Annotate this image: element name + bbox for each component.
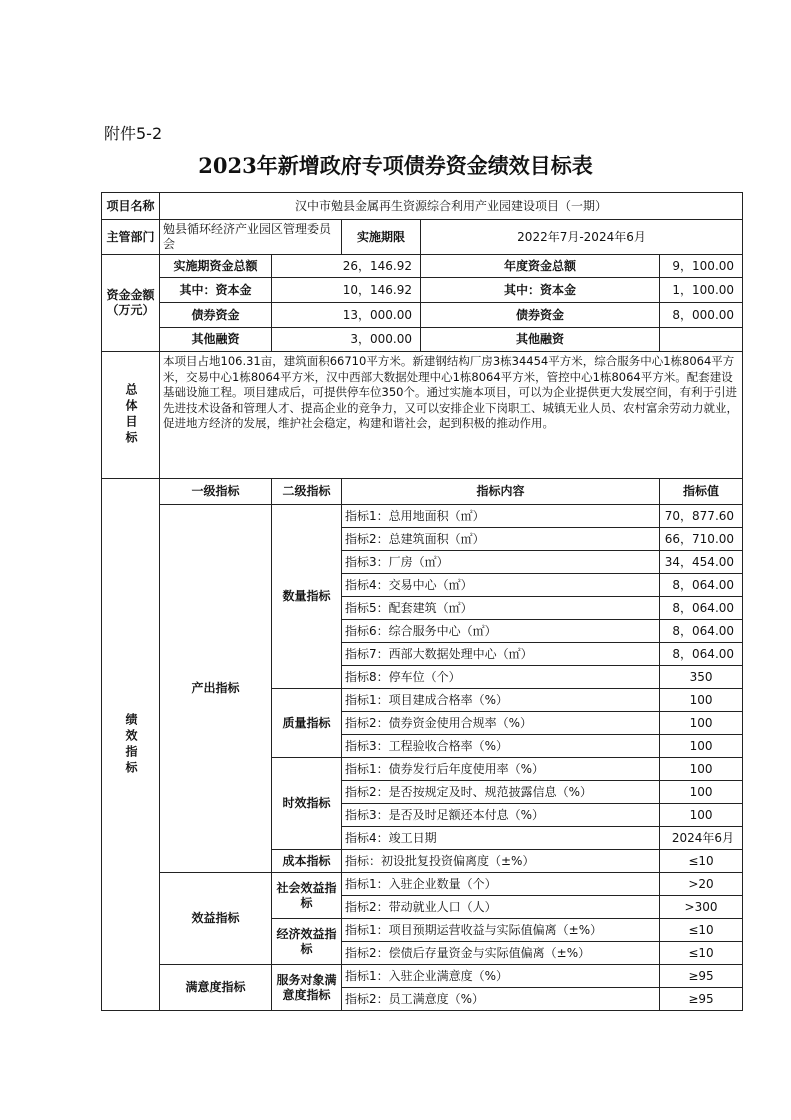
header-level1: 一级指标 xyxy=(160,479,272,505)
performance-target-table xyxy=(101,192,743,1011)
funds-left-value: 10，146.92 xyxy=(272,278,421,303)
social-benefit-label: 社会效益指标 xyxy=(272,873,342,919)
indicator-content: 指标2：带动就业人口（人） xyxy=(342,896,660,919)
dept-label: 主管部门 xyxy=(102,220,160,255)
goal-text: 本项目占地106.31亩，建筑面积66710平方米。新建钢结构厂房3栋34454平方米，综合服务中心1栋8064平方米，交易中心1栋8064平方米，汉中西部大数据处理中心1栋8064平方米，管控中心1栋8064平方米。配套建设基础设施工程。项目建成后，可提供停车位350个。通过实施本项目，可以为企业提供更大发展空间，有利于引进先进技术设备和管理人才、提高企业的竞争力，又可以安排企业下岗职工、城镇无业人员、农村富余劳动力就业，促进地方经济的发展，维护社会稳定，构建和谐社会，起到积极的推动作用。 xyxy=(160,352,743,479)
quantity-indicator-label: 数量指标 xyxy=(272,505,342,689)
indicator-content: 指标2：是否按规定及时、规范披露信息（%） xyxy=(342,781,660,804)
funds-label: 资金金额（万元） xyxy=(102,255,160,352)
funds-left-label: 实施期资金总额 xyxy=(160,255,272,278)
funds-right-label: 其他融资 xyxy=(421,328,660,352)
funds-right-label: 年度资金总额 xyxy=(421,255,660,278)
funds-right-value: 8，000.00 xyxy=(660,303,743,328)
indicator-value: 34，454.00 xyxy=(660,551,743,574)
indicator-content: 指标7：西部大数据处理中心（㎡） xyxy=(342,643,660,666)
funds-left-label: 其中：资本金 xyxy=(160,278,272,303)
indicator-value: ≤10 xyxy=(660,942,743,965)
indicator-value: 100 xyxy=(660,804,743,827)
funds-left-value: 3，000.00 xyxy=(272,328,421,352)
attachment-label: 附件5-2 xyxy=(104,124,163,143)
indicator-content: 指标1：债券发行后年度使用率（%） xyxy=(342,758,660,781)
indicator-value: 100 xyxy=(660,689,743,712)
indicator-value: 8，064.00 xyxy=(660,643,743,666)
indicator-value: >20 xyxy=(660,873,743,896)
indicator-value: ≥95 xyxy=(660,965,743,988)
benefit-indicator-label: 效益指标 xyxy=(160,873,272,965)
indicator-value: 8，064.00 xyxy=(660,597,743,620)
indicator-value: 66，710.00 xyxy=(660,528,743,551)
indicator-value: 100 xyxy=(660,735,743,758)
output-indicator-label: 产出指标 xyxy=(160,505,272,873)
indicator-content: 指标5：配套建筑（㎡） xyxy=(342,597,660,620)
indicator-content: 指标3：厂房（㎡） xyxy=(342,551,660,574)
funds-right-label: 其中：资本金 xyxy=(421,278,660,303)
indicator-content: 指标2：偿债后存量资金与实际值偏离（±%） xyxy=(342,942,660,965)
indicator-content: 指标1：项目预期运营收益与实际值偏离（±%） xyxy=(342,919,660,942)
indicator-value: 8，064.00 xyxy=(660,574,743,597)
quality-indicator-label: 质量指标 xyxy=(272,689,342,758)
funds-right-value: 9，100.00 xyxy=(660,255,743,278)
perf-label: 绩效指标 xyxy=(102,479,160,1011)
indicator-value: 8，064.00 xyxy=(660,620,743,643)
economic-benefit-label: 经济效益指标 xyxy=(272,919,342,965)
project-name-label: 项目名称 xyxy=(102,193,160,220)
indicator-content: 指标4：竣工日期 xyxy=(342,827,660,850)
document-title: 2023年新增政府专项债券资金绩效目标表 xyxy=(198,153,593,178)
indicator-value: ≥95 xyxy=(660,988,743,1011)
funds-left-label: 其他融资 xyxy=(160,328,272,352)
header-level2: 二级指标 xyxy=(272,479,342,505)
indicator-value: 100 xyxy=(660,758,743,781)
indicator-value: 350 xyxy=(660,666,743,689)
indicator-value: 100 xyxy=(660,781,743,804)
dept-value: 勉县循环经济产业园区管理委员会 xyxy=(160,220,342,255)
indicator-content: 指标1：总用地面积（㎡） xyxy=(342,505,660,528)
indicator-content: 指标4：交易中心（㎡） xyxy=(342,574,660,597)
indicator-value: ≤10 xyxy=(660,850,743,873)
funds-left-value: 26，146.92 xyxy=(272,255,421,278)
timeliness-indicator-label: 时效指标 xyxy=(272,758,342,850)
project-name-value: 汉中市勉县金属再生资源综合利用产业园建设项目（一期） xyxy=(160,193,743,220)
funds-right-label: 债券资金 xyxy=(421,303,660,328)
indicator-value: ≤10 xyxy=(660,919,743,942)
indicator-value: 70，877.60 xyxy=(660,505,743,528)
indicator-value: 2024年6月 xyxy=(660,827,743,850)
service-satisfaction-label: 服务对象满意度指标 xyxy=(272,965,342,1011)
indicator-content: 指标1：项目建成合格率（%） xyxy=(342,689,660,712)
satisfaction-indicator-label: 满意度指标 xyxy=(160,965,272,1011)
period-label: 实施期限 xyxy=(342,220,421,255)
goal-label: 总体目标 xyxy=(102,352,160,479)
indicator-content: 指标3：是否及时足额还本付息（%） xyxy=(342,804,660,827)
indicator-value: 100 xyxy=(660,712,743,735)
indicator-value: >300 xyxy=(660,896,743,919)
funds-left-value: 13，000.00 xyxy=(272,303,421,328)
header-value: 指标值 xyxy=(660,479,743,505)
indicator-content: 指标2：债券资金使用合规率（%） xyxy=(342,712,660,735)
indicator-content: 指标2：总建筑面积（㎡） xyxy=(342,528,660,551)
indicator-content: 指标6：综合服务中心（㎡） xyxy=(342,620,660,643)
header-content: 指标内容 xyxy=(342,479,660,505)
indicator-content: 指标：初设批复投资偏离度（±%） xyxy=(342,850,660,873)
indicator-content: 指标3：工程验收合格率（%） xyxy=(342,735,660,758)
indicator-content: 指标1：入驻企业数量（个） xyxy=(342,873,660,896)
cost-indicator-label: 成本指标 xyxy=(272,850,342,873)
funds-left-label: 债券资金 xyxy=(160,303,272,328)
funds-right-value: 1，100.00 xyxy=(660,278,743,303)
funds-right-value xyxy=(660,328,743,352)
indicator-content: 指标8：停车位（个） xyxy=(342,666,660,689)
period-value: 2022年7月-2024年6月 xyxy=(421,220,743,255)
indicator-content: 指标1：入驻企业满意度（%） xyxy=(342,965,660,988)
indicator-content: 指标2：员工满意度（%） xyxy=(342,988,660,1011)
